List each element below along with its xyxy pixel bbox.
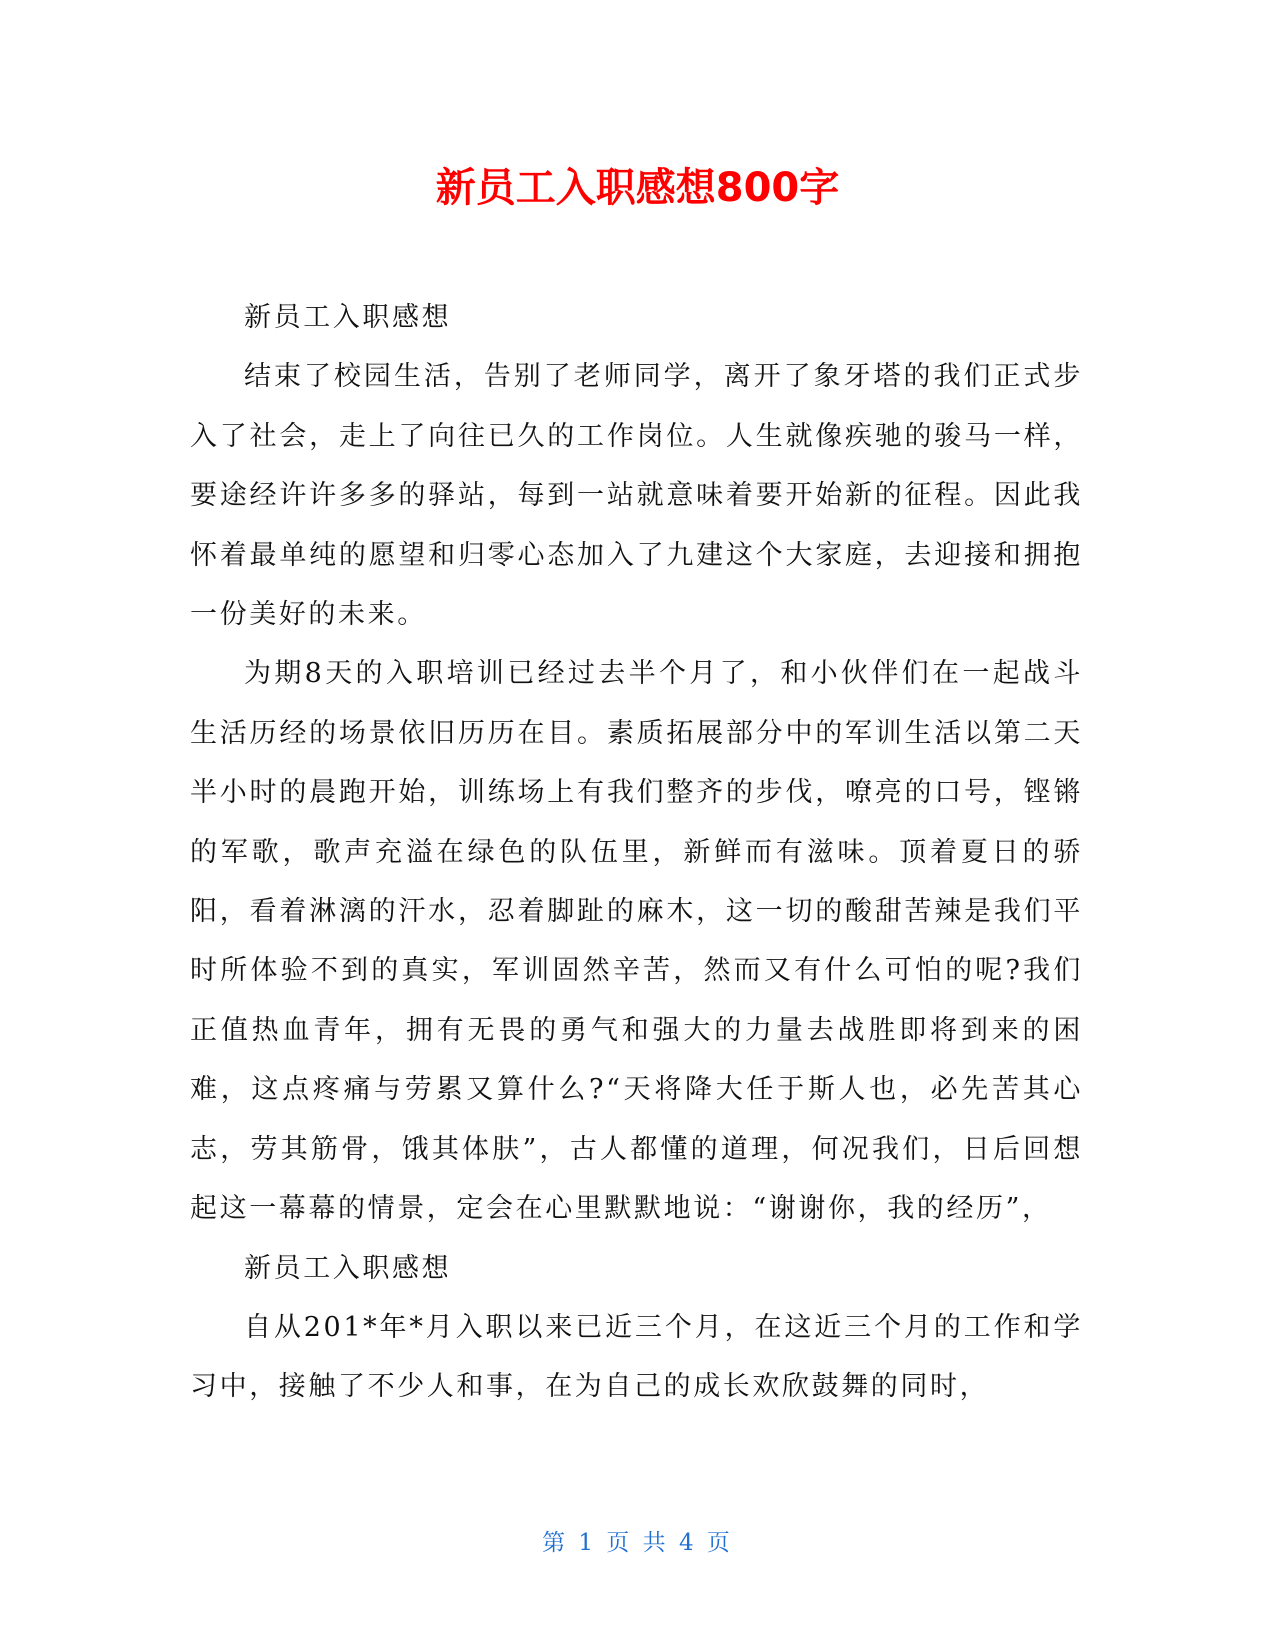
paragraph: 结束了校园生活，告别了老师同学，离开了象牙塔的我们正式步入了社会，走上了向往已久的工作岗位。人生就像疾驰的骏马一样，要途经许许多多的驿站，每到一站就意味着要开始新的征程。因此我怀着最单纯的愿望和归零心态加入了九建这个大家庭，去迎接和拥抱一份美好的未来。 (190, 361, 1083, 631)
page-number-footer (0, 1528, 1275, 1558)
page-label-suffix: 页 (706, 1530, 733, 1556)
paragraph: 自从201*年*月入职以来已近三个月，在这近三个月的工作和学习中，接触了不少人和事，在为自己的成长欢欣鼓舞的同时， (190, 1311, 1083, 1403)
document-title: 新员工入职感想800字 (435, 165, 840, 211)
page-label-middle: 页 共 (606, 1530, 669, 1556)
page-current: 1 (578, 1530, 597, 1556)
page-label-prefix: 第 (542, 1530, 569, 1556)
page-total: 4 (678, 1530, 697, 1556)
paragraph: 为期8天的入职培训已经过去半个月了，和小伙伴们在一起战斗生活历经的场景依旧历历在目。素质拓展部分中的军训生活以第二天半小时的晨跑开始，训练场上有我们整齐的步伐，嘹亮的口号，铿锵的军歌，歌声充溢在绿色的队伍里，新鲜而有滋味。顶着夏日的骄阳，看着淋漓的汗水，忍着脚趾的麻木，这一切的酸甜苦辣是我们平时所体验不到的真实，军训固然辛苦，然而又有什么可怕的呢?我们正值热血青年，拥有无畏的勇气和强大的力量去战胜即将到来的困难，这点疼痛与劳累又算什么?“天将降大任于斯人也，必先苦其心志，劳其筋骨，饿其体肤”，古人都懂的道理，何况我们，日后回想起这一幕幕的情景，定会在心里默默地说：“谢谢你，我的经历”， (190, 658, 1083, 1225)
document-body (190, 288, 1083, 1417)
section-heading: 新员工入职感想 (244, 302, 452, 333)
section-heading: 新员工入职感想 (244, 1252, 452, 1284)
